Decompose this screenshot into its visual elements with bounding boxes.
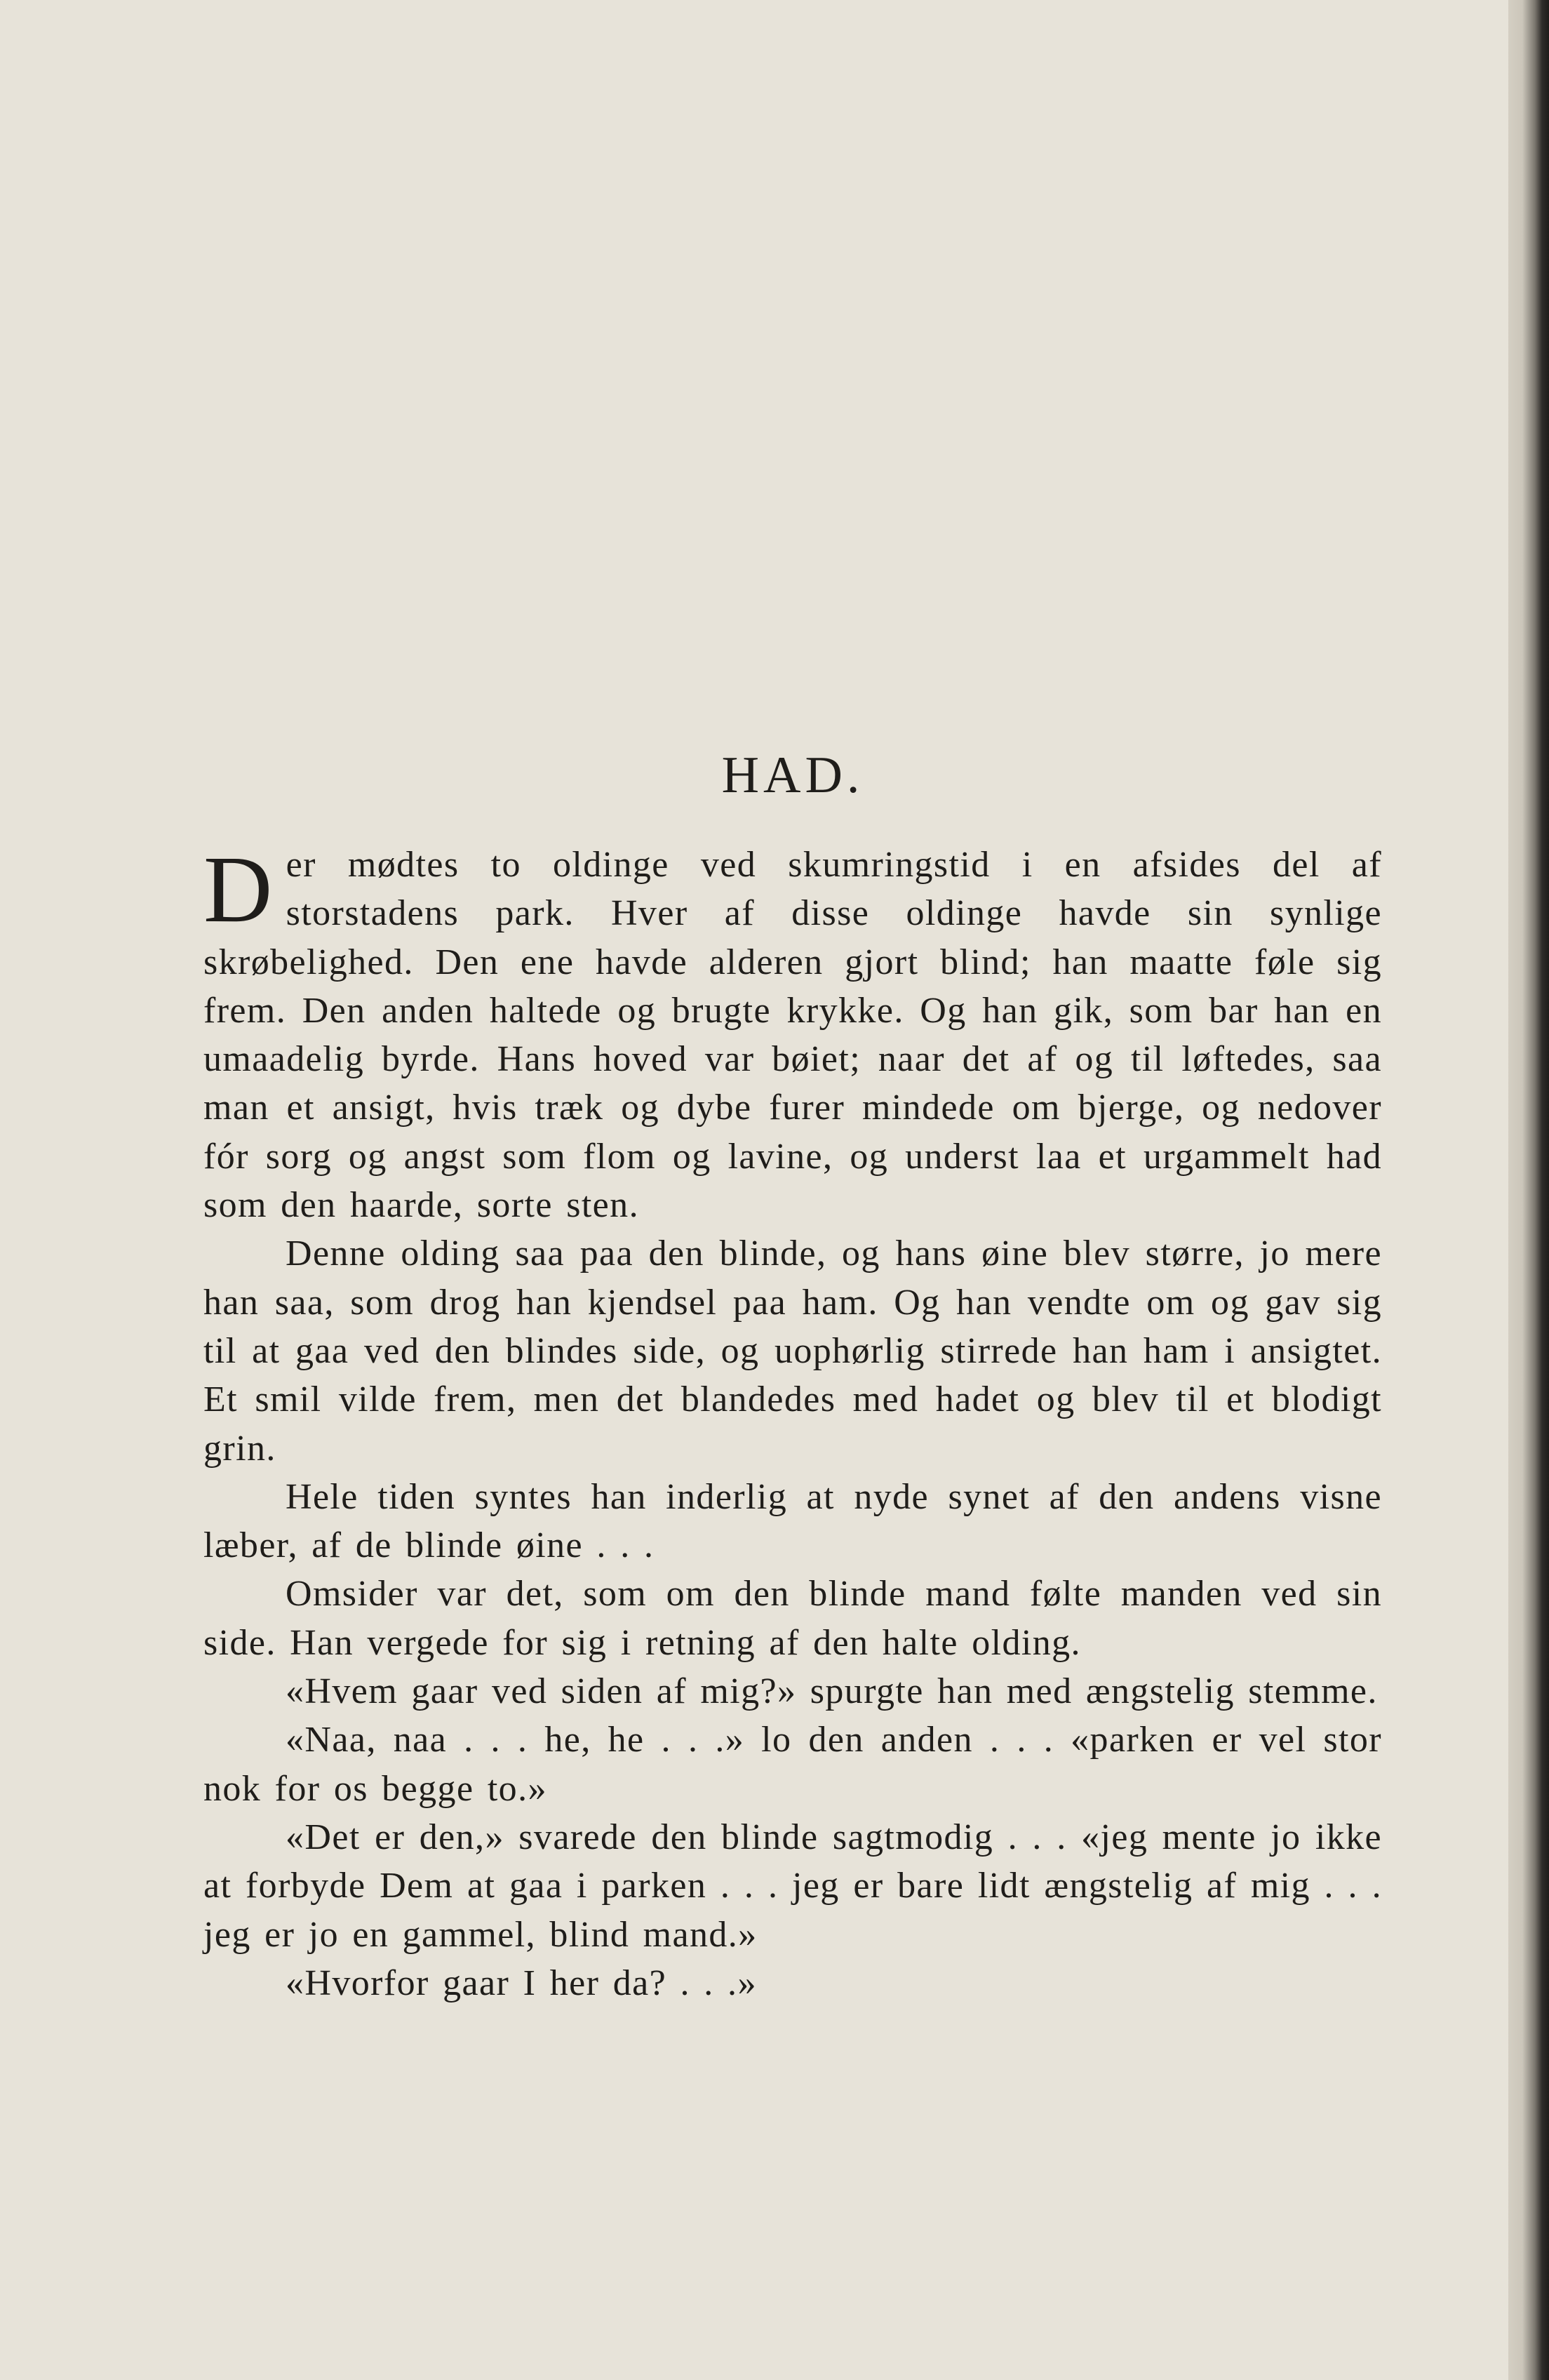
opening-paragraph — [203, 837, 1382, 1229]
paragraph: Hele tiden syntes han inderlig at nyde synet af den andens visne læber, af de blinde øine . . . — [203, 1476, 1382, 1566]
page-binding-edge — [1508, 0, 1549, 2380]
paragraph: Denne olding saa paa den blinde, og hans øine blev større, jo mere han saa, som drog han kjendsel paa ham. Og han vendte om og gav sig til at gaa ved den blindes side, og uophørlig stirrede han ham i ansigtet. Et smil vilde frem, men det blandedes med hadet og blev til et blodigt grin. — [203, 1234, 1382, 1469]
paragraph: «Det er den,» svarede den blinde sagtmodig . . . «jeg mente jo ikke at forbyde Dem at gaa i parken . . . jeg er bare lidt ængstelig af mig . . . jeg er jo en gammel, blind mand.» — [203, 1817, 1382, 1955]
paragraph: «Hvorfor gaar I her da? . . .» — [286, 1963, 757, 2003]
paragraph: «Hvem gaar ved siden af mig?» spurgte han med ængstelig stemme. — [286, 1671, 1378, 1712]
paragraph: «Naa, naa . . . he, he . . .» lo den anden . . . «parken er vel stor nok for os begge to.» — [203, 1720, 1382, 1809]
text-block — [203, 744, 1382, 2007]
drop-cap-initial: D — [203, 837, 274, 942]
opening-paragraph-text: er mødtes to oldinge ved skumringstid i en afsides del af storstadens park. Hver af disse oldinge havde sin synlige skrøbelighed. Den ene havde alderen gjort blind; han maatte føle sig frem. Den anden haltede og brugte krykke. Og han gik, som bar han en umaadelig byrde. Hans hoved var bøiet; naar det af og til løftedes, saa man et ansigt, hvis træk og dybe furer mindede om bjerge, og nedover fór sorg og angst som flom og lavine, og underst laa et urgammelt had som den haarde, sorte sten. — [203, 845, 1382, 1226]
chapter-title: HAD. — [721, 747, 864, 804]
paragraph: Omsider var det, som om den blinde mand følte manden ved sin side. Han vergede for sig i retning af den halte olding. — [203, 1574, 1382, 1663]
